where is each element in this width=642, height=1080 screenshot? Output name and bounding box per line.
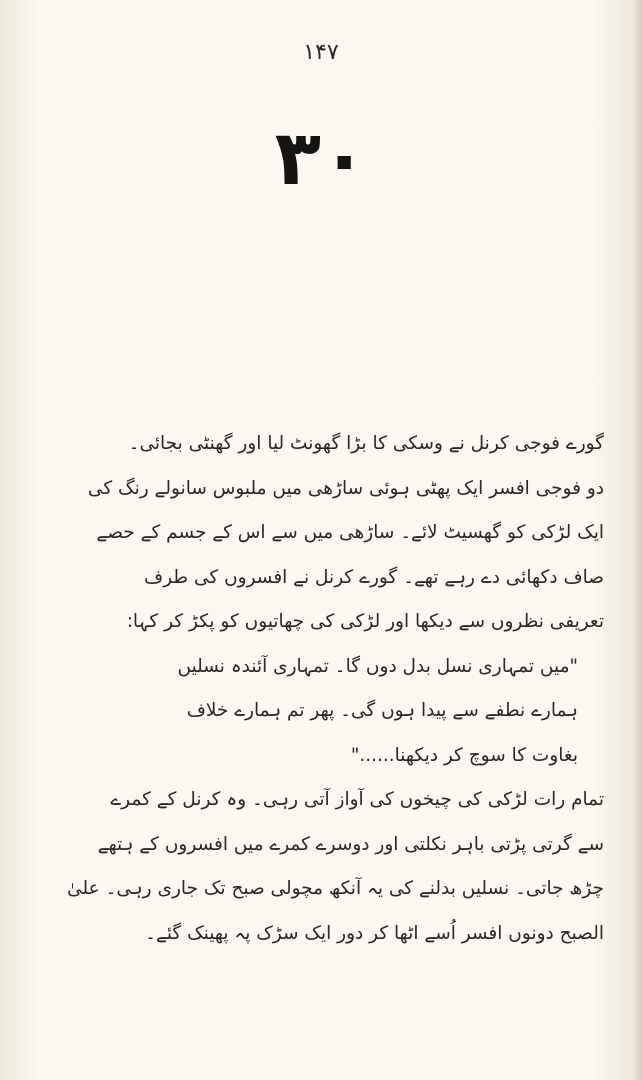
- text-line: تعریفی نظروں سے دیکھا اور لڑکی کی چھاتیوں کو پکڑ کر کہا:: [126, 611, 604, 632]
- quoted-text-line: ہمارے نطفے سے پیدا ہوں گی۔ پھر تم ہمارے خلاف: [186, 700, 578, 721]
- quoted-text-line: "میں تمہاری نسل بدل دوں گا۔ تمہاری آئندہ نسلیں: [177, 655, 578, 677]
- text-line: تمام رات لڑکی کی چیخوں کی آواز آتی رہی۔ وہ کرنل کے کمرے: [110, 789, 604, 810]
- text-line: صاف دکھائی دے رہے تھے۔ گورے کرنل نے افسروں کی طرف: [143, 566, 604, 588]
- body-text: [40, 422, 604, 956]
- text-line: ایک لڑکی کو گھسیٹ لائے۔ ساڑھی میں سے اس کے جسم کے حصے: [96, 522, 604, 543]
- text-line: الصبح دونوں افسر اُسے اٹھا کر دور ایک سڑک پہ پھینک گئے۔: [145, 922, 604, 944]
- text-line: گورے فوجی کرنل نے وسکی کا بڑا گھونٹ لیا اور گھنٹی بجائی۔: [128, 433, 604, 454]
- text-line: سے گرتی پڑتی باہر نکلتی اور دوسرے کمرے میں افسروں کے ہتھے: [97, 833, 604, 855]
- quoted-text-line: بغاوت کا سوچ کر دیکھنا......": [350, 744, 578, 766]
- text-line: دو فوجی افسر ایک پھٹی ہوئی ساڑھی میں ملبوس سانولے رنگ کی: [87, 477, 604, 499]
- chapter-number: ۳۰: [274, 113, 368, 202]
- text-line: چڑھ جاتی۔ نسلیں بدلنے کی یہ آنکھ مچولی صبح تک جاری رہی۔ علیٰ: [67, 878, 604, 899]
- page-number: ۱۴۷: [303, 40, 339, 65]
